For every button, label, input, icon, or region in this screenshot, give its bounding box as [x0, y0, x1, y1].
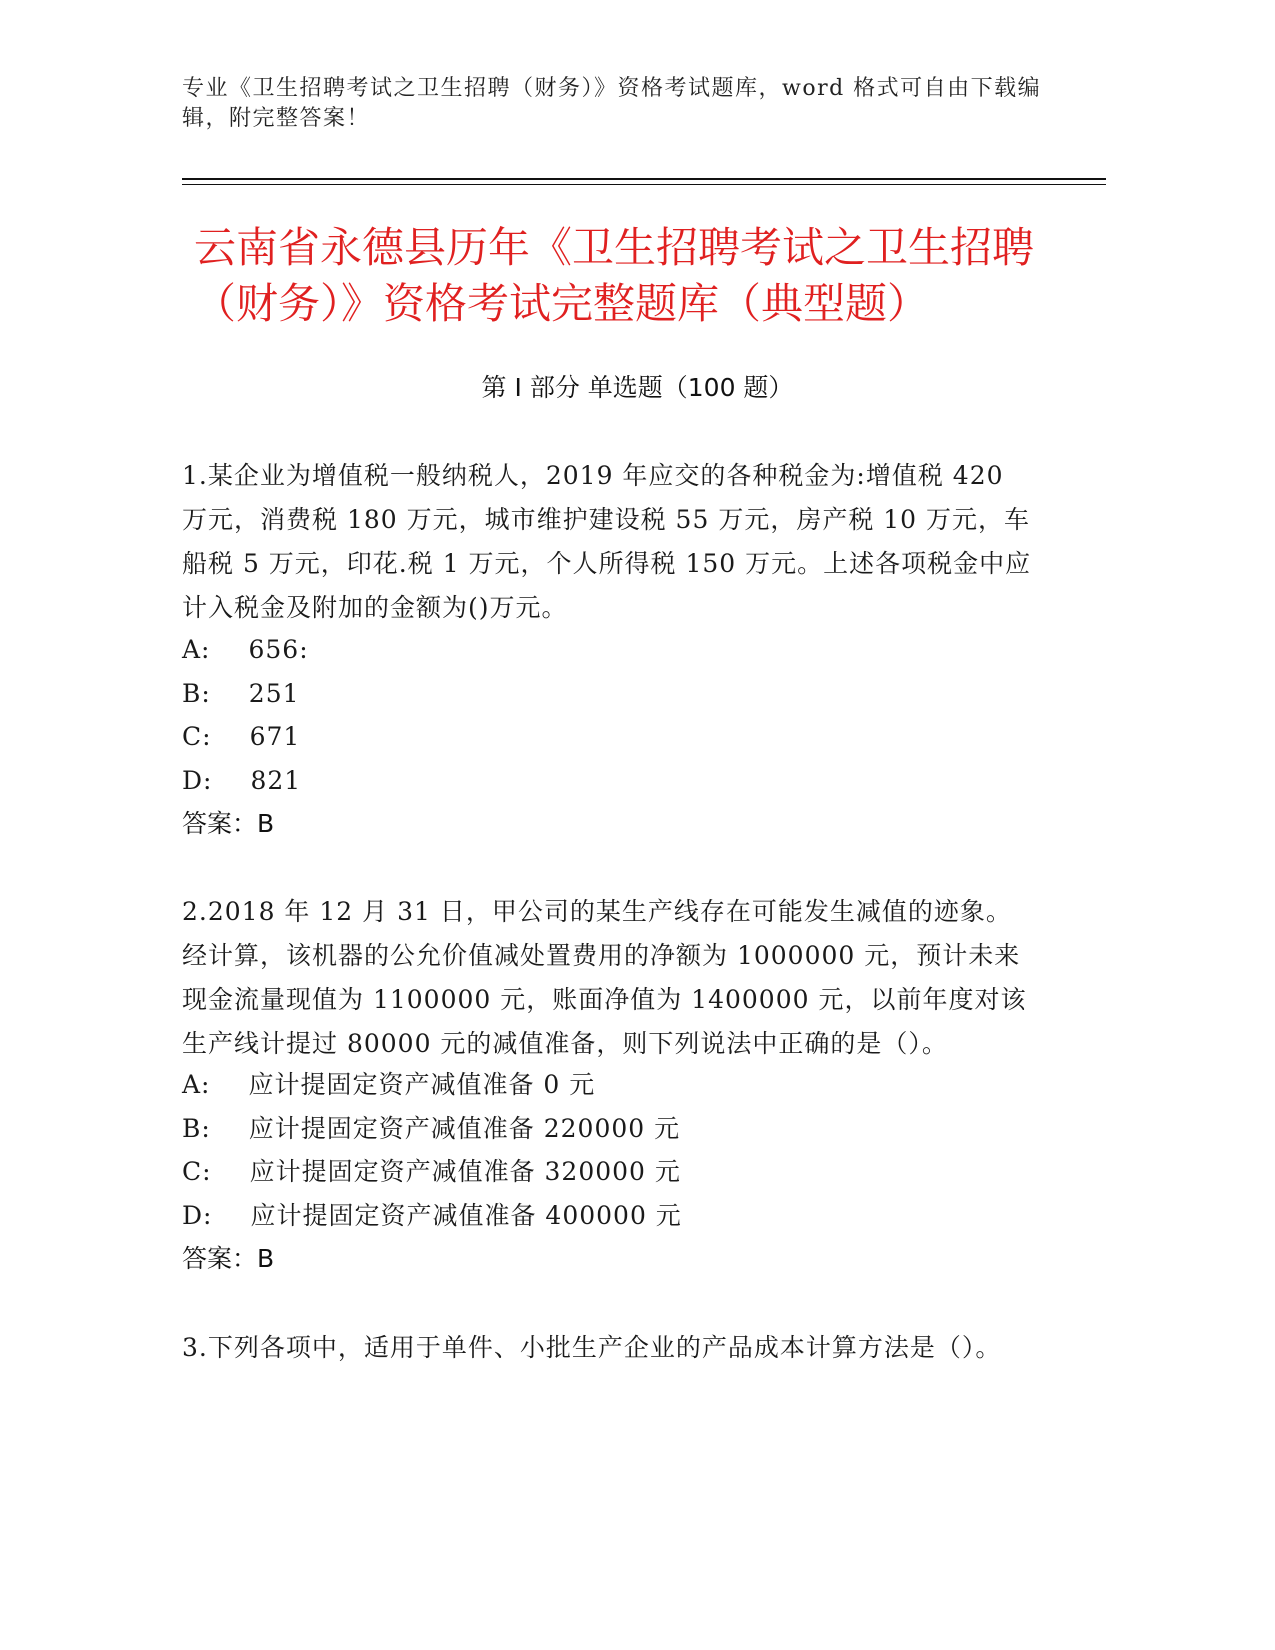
- question-1-option-c: [182, 721, 300, 753]
- option-letter: C:: [182, 722, 212, 751]
- header-rule-thin: [182, 184, 1106, 185]
- question-2-stem: 2.2018 年 12 月 31 日，甲公司的某生产线存在可能发生减值的迹象。经计算，该机器的公允价值减处置费用的净额为 1000000 元，预计未来现金流量现值为 1100000 元，账面净值为 1400000 元，以前年度对该生产线计提过 80000 元的减值准备，则下列说法中正确的是（）。: [182, 897, 1027, 1058]
- question-1-answer: 答案：B: [182, 809, 275, 838]
- header-note: 专业《卫生招聘考试之卫生招聘（财务）》资格考试题库，word 格式可自由下载编辑，附完整答案！: [182, 76, 1042, 131]
- option-text: 应计提固定资产减值准备 220000 元: [248, 1114, 681, 1143]
- option-letter: A:: [182, 635, 211, 664]
- question-3-stem: 3.下列各项中，适用于单件、小批生产企业的产品成本计算方法是（）。: [182, 1333, 1002, 1362]
- option-text: 671: [249, 722, 301, 751]
- option-text: 656:: [248, 635, 309, 664]
- question-1-option-b: [182, 678, 300, 710]
- option-text: 应计提固定资产减值准备 0 元: [248, 1070, 596, 1099]
- option-letter: B:: [182, 679, 211, 708]
- question-1-option-d: [182, 765, 301, 797]
- question-1-stem: 1.某企业为增值税一般纳税人，2019 年应交的各种税金为:增值税 420 万元，消费税 180 万元，城市维护建设税 55 万元，房产税 10 万元，车船税 5 万元，印花.税 1 万元，个人所得税 150 万元。上述各项税金中应计入税金及附加的金额为()万元。: [182, 461, 1032, 622]
- option-text: 821: [250, 766, 302, 795]
- question-2-option-d: [182, 1200, 682, 1232]
- question-2-option-a: [182, 1069, 595, 1101]
- header-rule-thick: [182, 178, 1106, 180]
- option-text: 应计提固定资产减值准备 400000 元: [250, 1201, 682, 1230]
- option-text: 应计提固定资产减值准备 320000 元: [249, 1157, 681, 1186]
- option-letter: A:: [182, 1070, 211, 1099]
- section-heading: 第 I 部分 单选题（100 题）: [481, 373, 794, 402]
- option-text: 251: [248, 679, 300, 708]
- option-letter: D:: [182, 1201, 213, 1230]
- question-1-option-a: [182, 634, 309, 666]
- option-letter: D:: [182, 766, 213, 795]
- option-letter: C:: [182, 1157, 212, 1186]
- question-2-option-c: [182, 1156, 681, 1188]
- question-2-answer: 答案：B: [182, 1244, 275, 1273]
- option-letter: B:: [182, 1114, 211, 1143]
- question-2-option-b: [182, 1113, 680, 1145]
- document-title: 云南省永德县历年《卫生招聘考试之卫生招聘（财务）》资格考试完整题库（典型题）: [194, 223, 1035, 328]
